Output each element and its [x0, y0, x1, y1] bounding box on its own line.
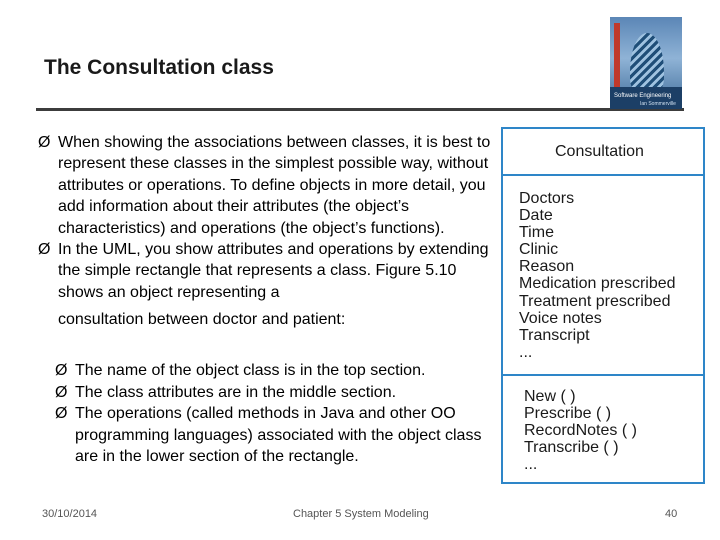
- bullet-line: define objects in more detail, you add information: [58, 176, 486, 216]
- uml-operation: New ( ): [524, 388, 576, 405]
- bullet-arrow-icon: Ø: [55, 362, 68, 379]
- bullet-line: best to represent these classes in the simplest: [58, 134, 491, 173]
- uml-attribute: Doctors: [519, 190, 575, 207]
- uml-class-name: Consultation: [555, 143, 644, 160]
- uml-name-section: [503, 129, 703, 174]
- uml-operation: ...: [524, 456, 538, 474]
- bullet-line: about their attributes (the object’s characteristics): [58, 198, 410, 237]
- bullet-line: When showing the associations between classes, it is: [58, 134, 438, 151]
- bullet-line: possible way, without attributes or operations. To: [58, 155, 489, 194]
- uml-attribute: Medication prescribed: [519, 275, 676, 293]
- bullet-item: [38, 132, 498, 239]
- bullet-arrow-icon: Ø: [55, 405, 68, 423]
- sub-bullet-item: [55, 403, 495, 468]
- uml-attribute-list: [519, 190, 676, 361]
- uml-operation-list: [524, 388, 637, 473]
- uml-operation: RecordNotes ( ): [524, 422, 637, 440]
- slide-title: The Consultation class: [44, 56, 274, 79]
- uml-attribute: Treatment prescribed: [519, 292, 671, 310]
- uml-class-diagram: [501, 127, 705, 484]
- sub-bullet-line: OO programming languages) associated with the: [75, 405, 456, 444]
- title-divider: [36, 108, 684, 111]
- sub-bullet-item: [55, 360, 495, 382]
- bullet-line: extending the simple rectangle that represents a class.: [58, 241, 489, 280]
- uml-attribute: Time: [519, 224, 554, 242]
- bullet-line: and operations (the object’s functions).: [170, 219, 445, 237]
- uml-attribute: ...: [519, 343, 533, 361]
- bullet-arrow-icon: Ø: [55, 383, 68, 401]
- cover-subtitle: Ian Sommerville: [640, 101, 676, 107]
- uml-attribute: Reason: [519, 258, 575, 276]
- bullet-line: Figure 5.10 shows an object representing a: [58, 262, 457, 301]
- bullet-line: consultation between doctor and patient:: [58, 311, 346, 329]
- sub-bullet-line: object class are in the lower section of the: [75, 426, 482, 466]
- sub-bullet-list: [55, 360, 495, 468]
- uml-operation: Transcribe ( ): [524, 439, 619, 457]
- bullet-item: [38, 239, 498, 337]
- uml-attributes-section: [503, 174, 703, 374]
- uml-attribute: Voice notes: [519, 309, 602, 327]
- footer-date: 30/10/2014: [42, 508, 98, 520]
- uml-attribute: Transcript: [519, 326, 590, 344]
- footer-chapter: Chapter 5 System Modeling: [293, 508, 429, 520]
- bullet-arrow-icon: Ø: [38, 134, 51, 151]
- sub-bullet-line: The class attributes are in the middle section.: [75, 383, 397, 401]
- uml-attribute: Date: [519, 207, 553, 225]
- cover-title: Software Engineering: [614, 93, 672, 99]
- footer-page-number: 40: [665, 508, 678, 520]
- bullet-arrow-icon: Ø: [38, 241, 51, 259]
- bullet-list: [38, 132, 498, 337]
- bullet-line: In the UML, you show attributes and operations by: [58, 241, 415, 259]
- sub-bullet-line: The operations (called methods in Java and other: [75, 405, 427, 423]
- sub-bullet-line: rectangle.: [288, 448, 359, 466]
- sub-bullet-item: [55, 382, 495, 404]
- uml-attribute: Clinic: [519, 241, 559, 259]
- book-cover-image: [610, 17, 682, 109]
- uml-operation: Prescribe ( ): [524, 405, 612, 423]
- uml-operations-section: [503, 374, 703, 482]
- sub-bullet-line: The name of the object class is in the top section.: [75, 362, 426, 379]
